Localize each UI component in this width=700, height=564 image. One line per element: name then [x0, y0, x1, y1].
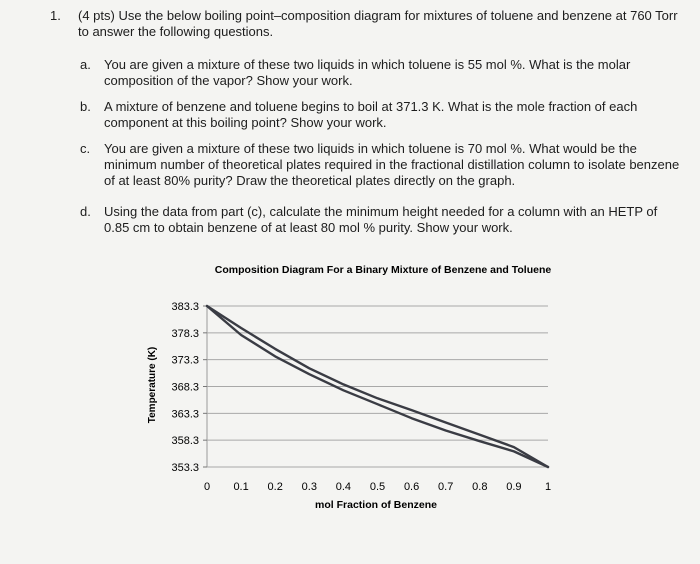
part-b-label: b.	[80, 99, 91, 114]
x-tick-label: 0.6	[403, 481, 420, 493]
x-tick-label: 0.4	[335, 481, 352, 493]
x-tick-label: 0.1	[233, 481, 249, 493]
x-tick-label: 0.7	[438, 481, 454, 493]
x-tick-label: 0.2	[267, 481, 283, 493]
part-b-text: A mixture of benzene and toluene begins to boil at 371.3 K. What is the mole fraction of each component at this boiling point? Show your work.	[104, 99, 638, 130]
part-a-label: a.	[80, 57, 91, 72]
y-tick-label: 358.3	[171, 435, 199, 448]
part-c-text: You are given a mixture of these two liquids in which toluene is 70 mol %. What would be the minimum number of theoretical plates required in the fractional distillation column to isolate benzene of at least 80% purity? Draw the theoretical plates directly on the graph.	[104, 141, 680, 188]
x-tick-label: 0.8	[472, 481, 488, 493]
y-tick-label: 363.3	[171, 408, 199, 421]
question-text: (4 pts) Use the below boiling point–composition diagram for mixtures of toluene and benzene at 760 Torr to answer the following questions.	[78, 8, 678, 39]
part-d-text: Using the data from part (c), calculate the minimum height needed for a column with an HETP of 0.85 cm to obtain benzene of at least 80 mol % purity. Show your work.	[104, 204, 658, 235]
part-a-text: You are given a mixture of these two liquids in which toluene is 55 mol %. What is the molar composition of the vapor? Show your work.	[104, 57, 631, 88]
y-tick-label: 353.3	[171, 462, 199, 474]
x-tick-label: 0.3	[301, 481, 317, 493]
chart-title: Composition Diagram For a Binary Mixture of Benzene and Toluene	[214, 264, 552, 276]
x-tick-label: 1	[544, 481, 552, 493]
y-axis-label: Temperature (K)	[147, 346, 158, 424]
y-tick-label: 368.3	[171, 381, 199, 394]
x-tick-label: 0.9	[506, 481, 522, 493]
part-d-label: d.	[80, 204, 91, 219]
y-tick-label: 373.3	[171, 354, 199, 367]
question-number: 1.	[50, 8, 61, 23]
part-c-label: c.	[80, 141, 91, 156]
x-tick-label: 0.5	[369, 481, 386, 493]
x-axis-label: mol Fraction of Benzene	[315, 499, 437, 511]
x-tick-label: 0	[203, 481, 211, 493]
y-tick-label: 383.3	[171, 301, 199, 313]
y-tick-label: 378.3	[171, 327, 199, 340]
